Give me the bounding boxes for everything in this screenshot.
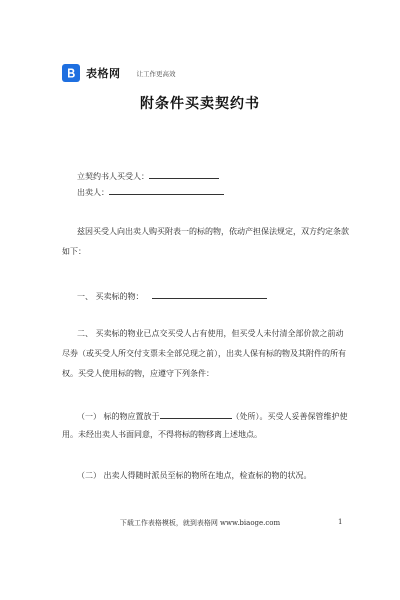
seller-label: 出卖人： (77, 188, 109, 197)
clause-1-prefix: （一） 标的物应置放于 (77, 412, 160, 421)
section-1-label: 一、 买卖标的物： (77, 292, 144, 301)
clause-2-line: （二） 出卖人得随时派员至标的物所在地点，检查标的物的状况。 (77, 471, 312, 480)
section-2-line-3: 权。买受人使用标的物，应遵守下列条件： (62, 369, 214, 378)
buyer-blank[interactable] (149, 170, 219, 179)
clause-1-suffix: （处所）。买受人妥善保管维护使 (231, 412, 348, 421)
section-2-line-2: 尽券（或买受人所交付支票未全部兑现之前），出卖人保有标的物及其附件的所有 (62, 349, 346, 358)
document-title: 附条件买卖契约书 (140, 96, 260, 112)
seller-blank[interactable] (109, 186, 224, 195)
page-number: 1 (338, 518, 343, 526)
brand-header (62, 64, 176, 82)
section-2-line-1: 二、 买卖标的物业已点交买受人占有使用，但买受人未付清全部价款之前动 (77, 329, 344, 338)
brand-slogan: 让工作更高效 (136, 69, 176, 78)
intro-line-2: 如下： (62, 247, 86, 256)
clause-1-line-1 (77, 410, 348, 422)
intro-line-1: 兹因买受人向出卖人购买附表一的标的物，依动产担保法规定，双方约定条款 (77, 227, 349, 236)
buyer-line (77, 170, 219, 182)
b-logo-icon (62, 64, 80, 82)
footer-text: 下载工作表格模板，就到表格网 www.biaoge.com (119, 519, 281, 527)
subject-matter-blank[interactable] (152, 290, 267, 299)
brand-name: 表格网 (86, 67, 121, 80)
clause-1-line-2: 用。未经出卖人书面同意，不得将标的物移离上述地点。 (62, 430, 262, 439)
buyer-label: 立契约书人买受人： (77, 172, 149, 181)
location-blank[interactable] (160, 410, 232, 419)
seller-line (77, 186, 224, 198)
section-1-line (77, 290, 267, 302)
